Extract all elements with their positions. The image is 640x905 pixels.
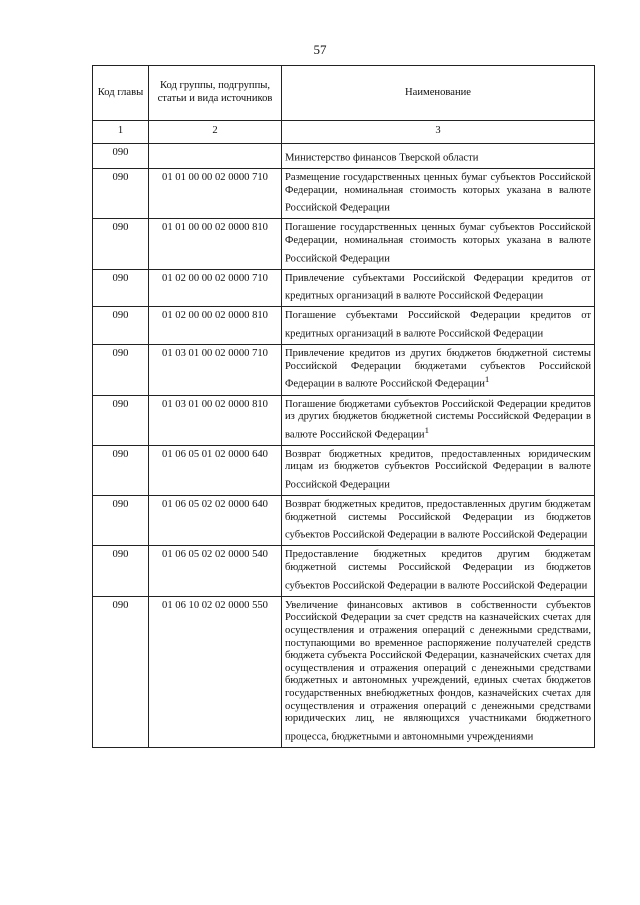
chapter-code: 090 xyxy=(93,144,149,169)
page-number: 57 xyxy=(313,42,327,57)
column-number: 3 xyxy=(282,121,595,144)
source-name: Размещение государственных ценных бумаг субъектов Российской Федерации, номинальная стоимость которых указана в валюте Российской Федерации xyxy=(282,169,595,219)
table-row xyxy=(93,269,595,307)
source-code: 01 06 05 02 02 0000 540 xyxy=(149,546,282,596)
chapter-code: 090 xyxy=(93,269,149,307)
source-name: Привлечение кредитов из других бюджетов бюджетной системы Российской Федерации бюджетами субъектов Российской Федерации в валюте Российской Федерации$^1$ xyxy=(282,345,595,395)
source-name: Министерство финансов Тверской области xyxy=(282,144,595,169)
chapter-code: 090 xyxy=(93,395,149,445)
chapter-code: 090 xyxy=(93,546,149,596)
chapter-code: 090 xyxy=(93,345,149,395)
source-code: 01 02 00 00 02 0000 810 xyxy=(149,307,282,345)
source-code: 01 06 05 01 02 0000 640 xyxy=(149,445,282,495)
header-chapter-code: Код главы xyxy=(93,66,149,121)
source-code: 01 03 01 00 02 0000 810 xyxy=(149,395,282,445)
source-code xyxy=(149,144,282,169)
column-number: 1 xyxy=(93,121,149,144)
source-code: 01 02 00 00 02 0000 710 xyxy=(149,269,282,307)
source-name: Привлечение субъектами Российской Федерации кредитов от кредитных организаций в валюте Российской Федерации xyxy=(282,269,595,307)
table-row xyxy=(93,546,595,596)
table-row xyxy=(93,395,595,445)
table-row xyxy=(93,219,595,269)
chapter-code: 090 xyxy=(93,596,149,747)
table-row xyxy=(93,307,595,345)
chapter-code: 090 xyxy=(93,496,149,546)
source-code: 01 03 01 00 02 0000 710 xyxy=(149,345,282,395)
source-name: Погашение государственных ценных бумаг субъектов Российской Федерации, номинальная стоимость которых указана в валюте Российской Федерации xyxy=(282,219,595,269)
source-code: 01 01 00 00 02 0000 710 xyxy=(149,169,282,219)
chapter-code: 090 xyxy=(93,169,149,219)
table-row xyxy=(93,345,595,395)
source-name: Погашение бюджетами субъектов Российской Федерации кредитов из других бюджетов бюджетной системы Российской Федерации в валюте Российской Федерации$^1$ xyxy=(282,395,595,445)
table-row xyxy=(93,445,595,495)
source-name: Предоставление бюджетных кредитов другим бюджетам бюджетной системы Российской Федерации из бюджетов субъектов Российской Федерации в валюте Российской Федерации xyxy=(282,546,595,596)
source-name: Погашение субъектами Российской Федерации кредитов от кредитных организаций в валюте Российской Федерации xyxy=(282,307,595,345)
source-code: 01 01 00 00 02 0000 810 xyxy=(149,219,282,269)
table-header-row xyxy=(93,66,595,121)
sources-table xyxy=(92,65,595,748)
table-row xyxy=(93,596,595,747)
source-name: Увеличение финансовых активов в собственности субъектов Российской Федерации за счет средств на казначейских счетах для осуществления и отражения операций с денежными средствами, поступающими во временное распоряжение получателей средств бюджета субъекта Российской Федерации, казначейских счетах для осуществления и отражения операций с денежными средствами бюджетных и автономных учреждений, единых счетах бюджетов государственных внебюджетных фондов, казначейских счетах для осуществления и отражения операций с денежными средствами юридических лиц, не являющихся участниками бюджетного процесса, бюджетными и автономными учреждениями xyxy=(282,596,595,747)
column-number-row xyxy=(93,121,595,144)
chapter-code: 090 xyxy=(93,307,149,345)
table-row xyxy=(93,144,595,169)
chapter-code: 090 xyxy=(93,445,149,495)
table-row xyxy=(93,169,595,219)
source-name: Возврат бюджетных кредитов, предоставленных юридическим лицам из бюджетов субъектов Российской Федерации в валюте Российской Федерации xyxy=(282,445,595,495)
chapter-code: 090 xyxy=(93,219,149,269)
source-code: 01 06 10 02 02 0000 550 xyxy=(149,596,282,747)
column-number: 2 xyxy=(149,121,282,144)
header-name: Наименование xyxy=(282,66,595,121)
source-name: Возврат бюджетных кредитов, предоставленных другим бюджетам бюджетной системы Российской Федерации из бюджетов субъектов Российской Федерации в валюте Российской Федерации xyxy=(282,496,595,546)
table-row xyxy=(93,496,595,546)
source-code: 01 06 05 02 02 0000 640 xyxy=(149,496,282,546)
header-group-code: Код группы, подгруппы, статьи и вида источников xyxy=(149,66,282,121)
